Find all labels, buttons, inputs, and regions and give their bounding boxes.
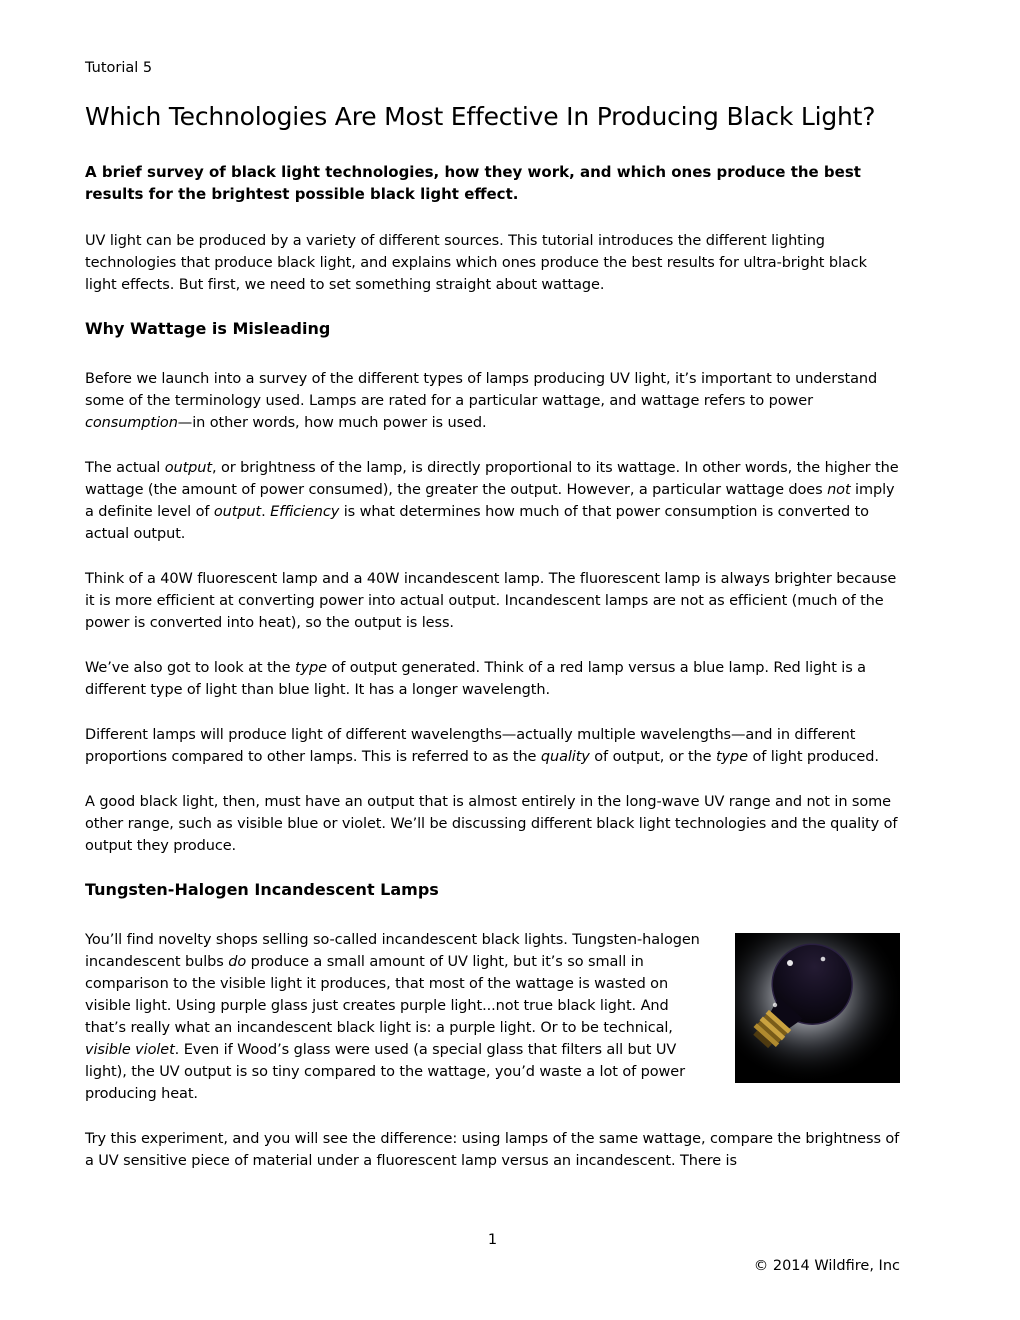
paragraph-tungsten-1: You’ll find novelty shops selling so-called incandescent black lights. Tungsten-halogen incandescent bulbs do produce a small amount of UV light, but it’s so small in comparison to the visible light it produces, that most of the wattage is wasted on visible light. Using purple glass just creates purple light...not true black light. And that’s really what an incandescent black light is: a purple light. Or to be technical, visible violet. Even if Wood’s glass were used (a special glass that filters all but UV light), the UV output is so tiny compared to the wattage, you’d waste a lot of power producing heat. bbox=[85, 932, 700, 1102]
black-light-bulb-photo bbox=[735, 933, 900, 1083]
header-label: Tutorial 5 bbox=[85, 60, 153, 76]
footer-copyright: © 2014 Wildfire, Inc bbox=[753, 1258, 900, 1274]
lede-paragraph: A brief survey of black light technologies, how they work, and which ones produce the best results for the brightest possible black light effect. bbox=[85, 163, 861, 203]
paragraph-intro: UV light can be produced by a variety of different sources. This tutorial introduces the different lighting technologies that produce black light, and explains which ones produce the best results for ultra-bright black light effects. But first, we need to set something straight about wattage. bbox=[85, 233, 867, 293]
paragraph-wattage-3: Think of a 40W fluorescent lamp and a 40W incandescent lamp. The fluorescent lamp is always brighter because it is more efficient at converting power into actual output. Incandescent lamps are not as efficient (much of the power is converted into heat), so the output is less. bbox=[85, 571, 897, 631]
paragraph-wattage-5: Different lamps will produce light of different wavelengths—actually multiple wavelengths—and in different proportions compared to other lamps. This is referred to as the quality of output, or the type of light produced. bbox=[85, 727, 879, 765]
paragraph-wattage-1: Before we launch into a survey of the different types of lamps producing UV light, it’s important to understand some of the terminology used. Lamps are rated for a particular wattage, and wattage refers to power consumption—in other words, how much power is used. bbox=[85, 371, 878, 431]
paragraph-tungsten-2: Try this experiment, and you will see the difference: using lamps of the same wattage, compare the brightness of a UV sensitive piece of material under a fluorescent lamp versus an incandescent. There is bbox=[85, 1131, 900, 1169]
section-heading-wattage: Why Wattage is Misleading bbox=[85, 319, 331, 338]
black-light-bulb-illustration bbox=[735, 933, 900, 1083]
paragraph-wattage-6: A good black light, then, must have an output that is almost entirely in the long-wave UV range and not in some other range, such as visible blue or violet. We’ll be discussing different black light technologies and the quality of output they produce. bbox=[85, 794, 898, 854]
paragraph-wattage-2: The actual output, or brightness of the lamp, is directly proportional to its wattage. In other words, the higher the wattage (the amount of power consumed), the greater the output. However, a particular wattage does not imply a definite level of output. Efficiency is what determines how much of that power consumption is converted to actual output. bbox=[85, 460, 899, 542]
footer-page-number: 1 bbox=[487, 1232, 498, 1248]
page-title: Which Technologies Are Most Effective In Producing Black Light? bbox=[85, 102, 876, 131]
section-heading-tungsten: Tungsten-Halogen Incandescent Lamps bbox=[85, 880, 439, 899]
paragraph-wattage-4: We’ve also got to look at the type of output generated. Think of a red lamp versus a blue lamp. Red light is a different type of light than blue light. It has a longer wavelength. bbox=[85, 660, 866, 698]
document-content bbox=[85, 0, 900, 1195]
